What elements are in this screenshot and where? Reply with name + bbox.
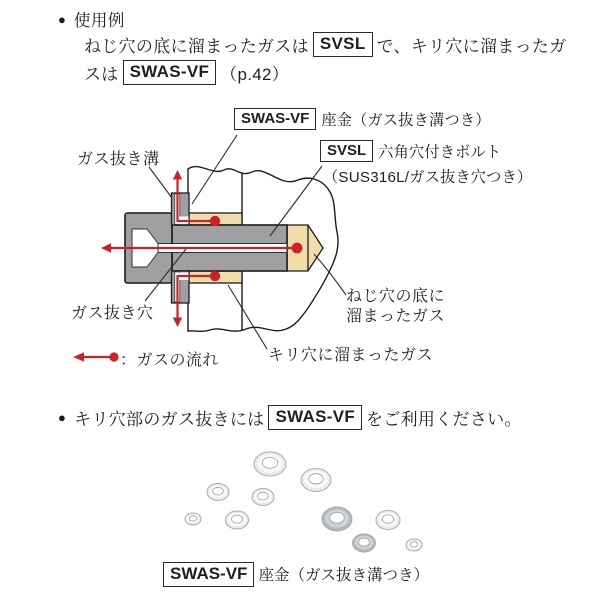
washer-ring — [358, 538, 369, 546]
caption-desc: 座金（ガス抜き溝つき） — [258, 567, 429, 585]
vent-hole-label: ガス抜き穴 — [71, 305, 154, 322]
gas-dot — [292, 243, 303, 254]
note-term-box: SWAS-VF — [268, 405, 362, 430]
bolt-callout-desc: 六角穴付きボルト — [378, 143, 502, 161]
flow-arrow-down-icon — [173, 318, 182, 328]
legend-arrow-icon — [73, 352, 119, 361]
washer-callout-term: SWAS-VF — [234, 108, 316, 130]
photo-caption — [163, 562, 429, 587]
leader-groove — [149, 167, 172, 198]
washer-photo — [185, 452, 422, 552]
tapped-gas-label-line2: 溜まったガス — [346, 308, 446, 325]
washer-ring — [410, 542, 418, 547]
usage-line2-post: （p.42） — [220, 65, 290, 84]
bullet-icon: ● — [58, 11, 66, 27]
usage-line1-post: で、キリ穴に溜まったガ — [376, 37, 567, 56]
bullet-icon: ● — [58, 410, 67, 425]
washer-ring — [309, 474, 323, 484]
gas-dot — [210, 216, 220, 226]
washer-callout-desc: 座金（ガス抜き溝つき） — [321, 111, 491, 129]
washer-ring — [213, 487, 224, 495]
bolt-callout-desc2: （SUS316L/ガス抜き穴つき） — [323, 169, 533, 186]
washer-ring — [258, 492, 269, 500]
washer-ring — [262, 457, 277, 468]
washer-ring — [231, 515, 242, 523]
usage-heading: 使用例 — [73, 12, 125, 30]
drilled-gas-label: キリ穴に溜まったガス — [268, 347, 434, 364]
bolt-callout-term: SVSL — [320, 140, 373, 162]
washer-ring — [189, 516, 197, 521]
gas-dot — [210, 271, 220, 281]
bolt-callout — [320, 140, 501, 162]
usage-heading-row — [58, 7, 125, 31]
usage-line1 — [84, 32, 566, 57]
caption-term-box: SWAS-VF — [163, 562, 254, 587]
note-post: をご利用ください。 — [366, 410, 522, 429]
swas-vf-term-box: SWAS-VF — [123, 60, 217, 85]
svsl-term-box: SVSL — [313, 32, 373, 57]
flow-arrow-left-icon — [101, 243, 111, 252]
note-row — [58, 405, 522, 430]
flow-arrow-up-icon — [173, 170, 182, 180]
groove-label: ガス抜き溝 — [77, 151, 160, 168]
usage-line1-pre: ねじ穴の底に溜まったガスは — [84, 37, 309, 56]
usage-line2 — [84, 60, 289, 85]
legend-text: ：ガスの流れ — [120, 352, 220, 369]
washer-callout — [234, 108, 491, 130]
tapped-gas-label-line1: ねじ穴の底に — [346, 288, 446, 305]
washer-ring — [382, 515, 394, 524]
usage-line2-pre: スは — [84, 65, 119, 84]
note-pre: キリ穴部のガス抜きには — [74, 410, 265, 429]
tapped-gas-label — [346, 287, 445, 327]
washer-ring — [330, 512, 344, 523]
